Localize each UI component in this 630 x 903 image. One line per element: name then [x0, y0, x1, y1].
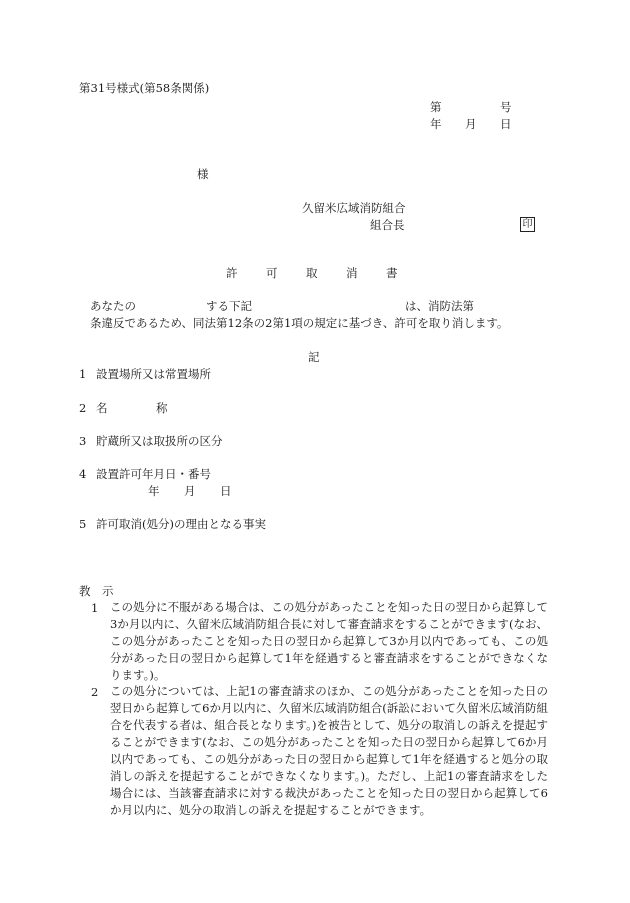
item-4-month: 月 [184, 484, 196, 498]
doc-title-char-3: 取 [306, 266, 318, 280]
instruction-1-body: この処分に不服がある場合は、この処分があったことを知った日の翌日から起算して3か月以内に、久留米広域消防組合長に対して審査請求をすることができます(なお、この処分があったことを知った日の翌日から起算して3か月以内であっても、この処分があった日の翌日から起算して1年を経過すると審査請求をすることができなくなります。)。 [110, 600, 548, 682]
item-2-label-a: 名 [96, 401, 108, 415]
item-3-num: 3 [79, 434, 87, 448]
seal-mark [520, 216, 535, 232]
addressee-suffix: 様 [197, 167, 209, 181]
body-line2: 条違反であるため、同法第12条の2第1項の規定に基づき、許可を取り消します。 [90, 316, 509, 330]
body-part2: する下記 [206, 299, 252, 313]
date-month: 月 [465, 117, 477, 131]
item-2-label-b: 称 [156, 401, 168, 415]
instruction-1-text [110, 599, 548, 684]
item-4-day: 日 [220, 484, 232, 498]
instruction-2-body: この処分については、上記1の審査請求のほか、この処分があったことを知った日の翌日から起算して6か月以内に、久留米広域消防組合(訴訟において久留米広域消防組合を代表する者は、組合長となります。)を被告として、処分の取消しの訴えを提起することができます(なお、この処分があったことを知った日の翌日から起算して6か月以内であっても、この処分があった日の翌日から起算して1年を経過すると処分の取消しの訴えを提起することができなくなります。)。ただし、上記1の審査請求をした場合には、当該審査請求に対する裁決があったことを知った日の翌日から起算して6か月以内に、処分の取消しの訴えを提起することができます。 [110, 684, 548, 817]
instruction-heading: 教 示 [79, 584, 114, 598]
item-4-num: 4 [79, 467, 87, 481]
item-2-num: 2 [79, 401, 87, 415]
instruction-2-num: 2 [91, 685, 99, 699]
instruction-1-num: 1 [91, 601, 99, 615]
doc-title-char-2: 可 [266, 266, 278, 280]
issuer-organization: 久留米広域消防組合 [302, 201, 406, 215]
doc-title-char-1: 許 [226, 266, 238, 280]
ki-heading: 記 [308, 350, 320, 364]
body-part1: あなたの [90, 299, 136, 313]
date-day: 日 [500, 117, 512, 131]
seal-icon: 印 [520, 217, 535, 232]
item-4-year: 年 [148, 484, 160, 498]
number-dai: 第 [430, 100, 442, 114]
doc-title-char-5: 書 [386, 266, 398, 280]
issuer-title: 組合長 [370, 218, 405, 232]
instruction-2-text [110, 683, 548, 819]
item-5-label: 許可取消(処分)の理由となる事実 [96, 517, 266, 531]
body-part3: は、消防法第 [405, 299, 474, 313]
date-year: 年 [430, 117, 442, 131]
doc-title-char-4: 消 [346, 266, 358, 280]
item-1-num: 1 [79, 367, 87, 381]
number-go: 号 [500, 100, 512, 114]
item-5-num: 5 [79, 517, 87, 531]
item-4-label: 設置許可年月日・番号 [96, 467, 211, 481]
form-title: 第31号様式(第58条関係) [79, 81, 210, 95]
item-1-label: 設置場所又は常置場所 [96, 367, 211, 381]
item-3-label: 貯蔵所又は取扱所の区分 [96, 434, 223, 448]
